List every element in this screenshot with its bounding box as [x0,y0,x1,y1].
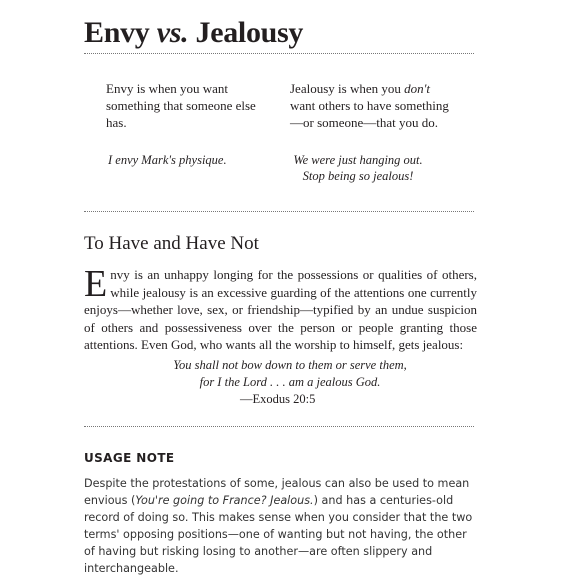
usage-example: You're going to France? Jealous. [135,494,314,507]
jealousy-def-emphasis: don't [404,81,431,96]
quote-source: —Exodus 20:5 [240,392,316,406]
dotted-divider [84,426,474,427]
drop-cap: E [84,263,108,305]
envy-definition: Envy is when you want something that someone else has. [106,81,256,130]
envy-example: I envy Mark's physique. [108,153,227,167]
usage-note-heading: USAGE NOTE [84,451,175,465]
dotted-divider [84,53,474,54]
usage-note-body [84,475,479,577]
usage-text-rest: ) and has a centuries-old record of doing so. This makes sense when you consider that the two terms' opposing positions—one of wanting but not having, the other of having but risking losing to another—are often slippery and interchangeable. [84,494,473,575]
page-title [84,16,303,50]
quote-line: for I the Lord . . . am a jealous God. [199,375,381,389]
title-vs: vs. [156,16,189,49]
dotted-divider [84,211,474,212]
body-paragraph [84,263,477,354]
jealousy-def-text: Jealousy is when you [290,81,405,96]
jealousy-example-line: Stop being so jealous! [302,169,414,183]
jealousy-definition [290,80,450,131]
jealousy-example [288,152,428,184]
quote-line: You shall not bow down to them or serve them, [173,358,407,372]
title-jealousy: Jealousy [195,16,304,49]
scripture-quote [150,357,430,391]
body-text: nvy is an unhappy longing for the possessions or qualities of others, while jealousy is an excessive guarding of the attentions one currently enjoys—whether love, sex, or friendship—typified by an undue suspicion of others and possessiveness over the person or people granting those attentions. Even God, who wants all the worship to himself, gets jealous: [84,267,477,352]
title-envy: Envy [84,16,150,49]
jealousy-def-text-rest: want others to have something—or someone—that you do. [290,98,449,130]
section-heading: To Have and Have Not [84,233,259,254]
jealousy-example-line: We were just hanging out. [293,153,423,167]
usage-text: Despite the protestations of some, jealous can also be used to mean envious ( [84,477,470,507]
